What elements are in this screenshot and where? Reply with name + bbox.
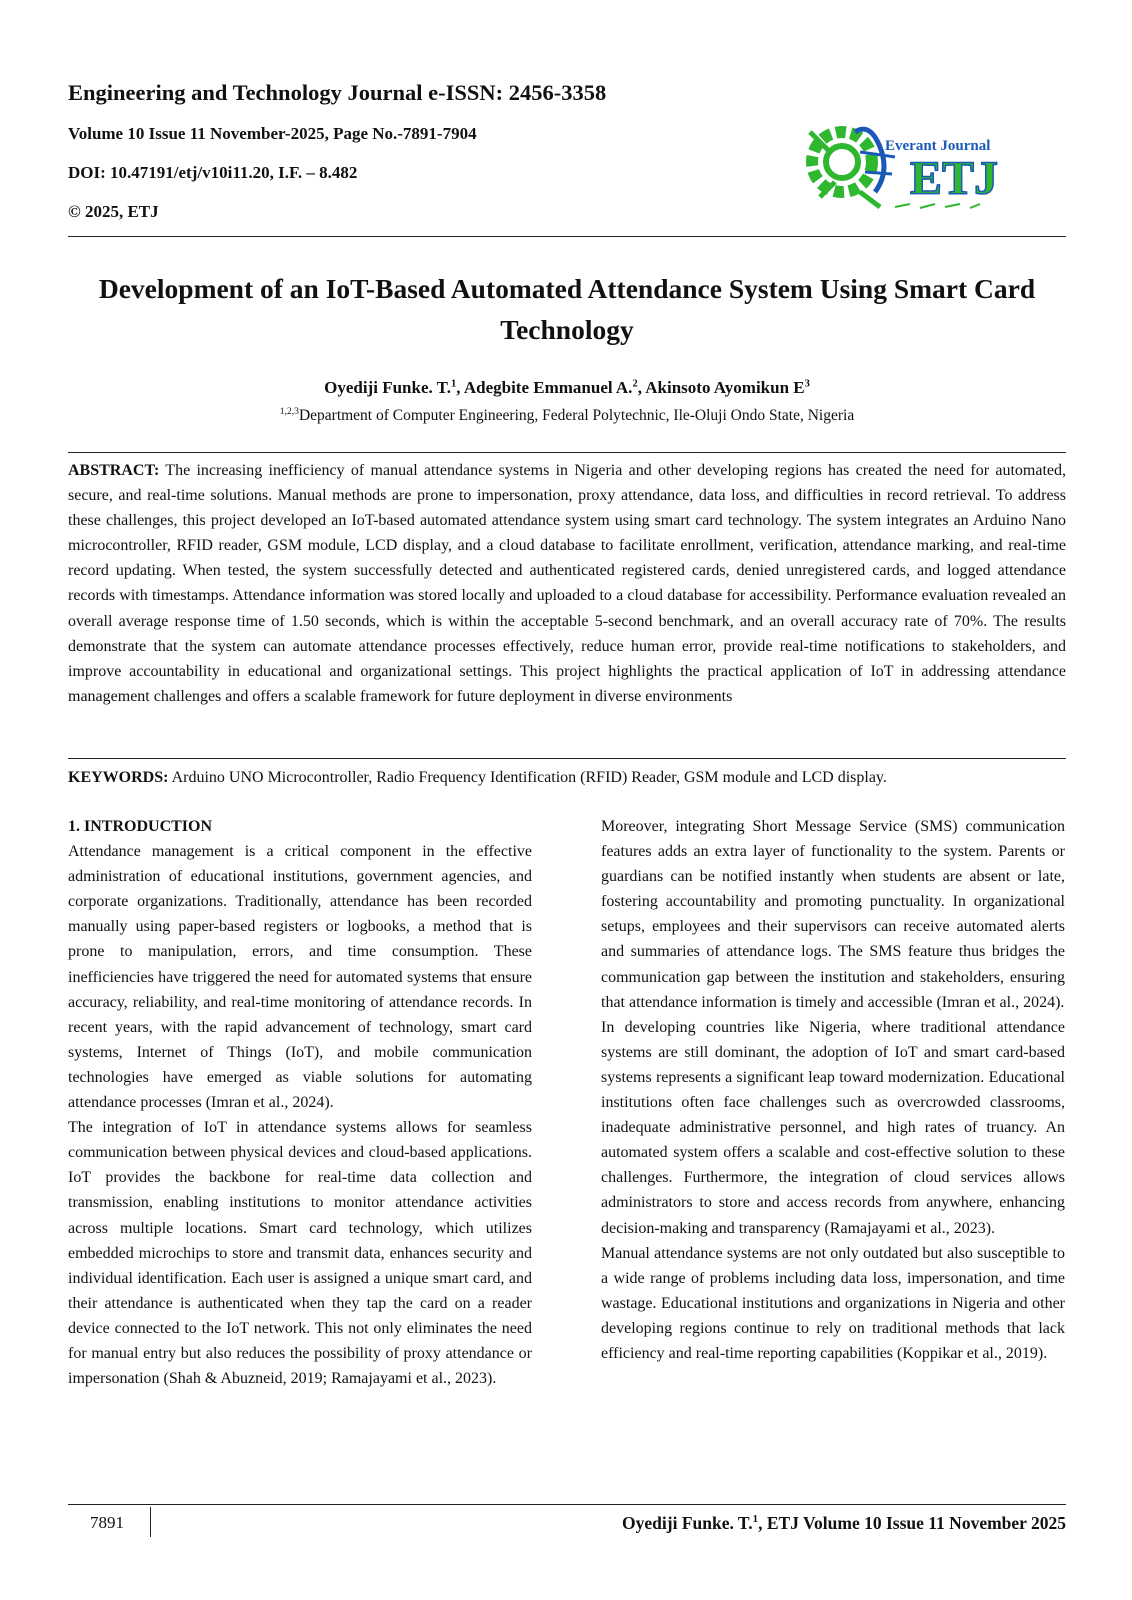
volume-info: Volume 10 Issue 11 November-2025, Page No.-7891-7904 — [68, 124, 477, 143]
author-sup: 3 — [804, 378, 810, 390]
page-number: 7891 — [90, 1513, 124, 1532]
left-column — [68, 814, 532, 1391]
paragraph: In developing countries like Nigeria, where traditional attendance systems are still dominant, the adoption of IoT and smart card-based systems represents a significant leap toward modernization. Educational institutions often face challenges such as overcrowded classrooms, inadequate administrative personnel, and high rates of truancy. An automated system offers a scalable and cost-effective solution to these challenges. Furthermore, the integration of cloud services allows administrators to store and access records from anywhere, enhancing decision-making and transparency (Ramajayami et al., 2023). — [601, 1018, 1065, 1237]
etj-logo — [800, 112, 1020, 220]
paragraph: Manual attendance systems are not only outdated but also susceptible to a wide range of problems including data loss, impersonation, and time wastage. Educational institutions and organizations in Nigeria and other developing regions continue to rely on traditional methods that lack efficiency and real-time reporting capabilities (Koppikar et al., 2019). — [601, 1244, 1065, 1362]
gear-icon — [810, 132, 880, 207]
keywords-text: Arduino UNO Microcontroller, Radio Frequency Identification (RFID) Reader, GSM module and LCD display. — [171, 769, 887, 786]
paragraph: Attendance management is a critical component in the effective administration of educational institutions, government agencies, and corporate organizations. Traditionally, attendance has been recorded manually using paper-based registers or logbooks, a method that is prone to manipulation, errors, and time consumption. These inefficiencies have triggered the need for automated systems that ensure accuracy, reliability, and real-time monitoring of attendance records. In recent years, with the rapid advancement of technology, smart card systems, Internet of Things (IoT), and mobile communication technologies have emerged as viable solutions for automating attendance processes (Imran et al., 2024). — [68, 843, 532, 1112]
affiliation — [68, 407, 1066, 425]
footer-separator — [150, 1507, 151, 1537]
author-sup: 1 — [451, 378, 457, 390]
journal-name: Engineering and Technology Journal e-ISSN: 2456-3358 — [68, 80, 607, 105]
running-author: Oyediji Funke. T. — [622, 1513, 753, 1533]
footer-rule — [68, 1504, 1066, 1505]
abstract-top-rule — [68, 452, 1066, 453]
affiliation-sup: 1,2,3 — [279, 405, 299, 417]
running-footer — [518, 1513, 1066, 1534]
abstract-text: The increasing inefficiency of manual attendance systems in Nigeria and other developing regions has created the need for automated, secure, and real-time solutions. Manual methods are prone to impersonation, proxy attendance, data loss, and difficulties in record retrieval. To address these challenges, this project developed an IoT-based automated attendance system using smart card technology. The system integrates an Arduino Nano microcontroller, RFID reader, GSM module, LCD display, and a cloud database to facilitate enrollment, verification, attendance marking, and real-time record updating. When tested, the system successfully detected and authenticated registered cards, denied unregistered cards, and logged attendance records with timestamps. Attendance information was stored locally and uploaded to a cloud database for accessibility. Performance evaluation revealed an overall average response time of 1.50 seconds, which is within the acceptable 5-second benchmark, and an overall accuracy rate of 70%. The results demonstrate that the system can automate attendance processes effectively, reduce human error, provide real-time notifications to stakeholders, and improve accountability in educational and organizational settings. This project highlights the practical application of IoT in addressing attendance management challenges and offers a scalable framework for future deployment in diverse environments — [68, 462, 1067, 705]
abstract-label: ABSTRACT: — [68, 462, 160, 479]
section-heading: 1. INTRODUCTION — [68, 818, 213, 835]
header-divider — [68, 236, 1066, 237]
affiliation-text: Department of Computer Engineering, Federal Polytechnic, Ile-Oluji Ondo State, Nigeria — [298, 407, 855, 424]
right-column — [601, 814, 1065, 1366]
logo-subtitle: Everant Journal — [885, 138, 991, 154]
running-sup: 1 — [752, 1513, 759, 1526]
running-rest: , ETJ Volume 10 Issue 11 November 2025 — [758, 1513, 1066, 1533]
author-name: Oyediji Funke. T. — [324, 378, 452, 397]
author-sup: 2 — [632, 378, 638, 390]
logo-text: ETJ — [910, 152, 999, 205]
copyright: © 2025, ETJ — [68, 202, 159, 221]
doi-info: DOI: 10.47191/etj/v10i11.20, I.F. – 8.482 — [68, 163, 358, 182]
paragraph: The integration of IoT in attendance systems allows for seamless communication between physical devices and cloud-based applications. IoT provides the backbone for real-time data collection and transmission, enabling institutions to monitor attendance activities across multiple locations. Smart card technology, which utilizes embedded microchips to store and transmit data, enhances security and individual identification. Each user is assigned a unique smart card, and their attendance is authenticated when they tap the card on a reader device connected to the IoT network. This not only eliminates the need for manual entry but also reduces the possibility of proxy attendance or impersonation (Shah & Abuzneid, 2019; Ramajayami et al., 2023). — [68, 1119, 532, 1388]
keywords — [68, 765, 1066, 790]
paragraph: Moreover, integrating Short Message Service (SMS) communication features adds an extra layer of functionality to the system. Parents or guardians can be notified instantly when students are absent or late, fostering accountability and promoting punctuality. In organizational setups, employees and their supervisors can receive automated alerts and summaries of attendance logs. The SMS feature thus bridges the communication gap between the institution and stakeholders, ensuring that attendance information is timely and accessible (Imran et al., 2024). — [601, 818, 1065, 1011]
author-name: Akinsoto Ayomikun E — [645, 378, 805, 397]
paper-title: Development of an IoT-Based Automated Attendance System Using Smart Card Technology — [98, 273, 1036, 345]
keywords-top-rule — [68, 758, 1066, 759]
author-list: Oyediji Funke. T.$^1$, Adegbite Emmanuel A.$^2$, Akinsoto Ayomikun $E^3$ — [324, 378, 810, 397]
author-name: Adegbite Emmanuel A. — [463, 378, 633, 397]
abstract — [68, 458, 1066, 709]
keywords-label: KEYWORDS: — [68, 769, 169, 786]
